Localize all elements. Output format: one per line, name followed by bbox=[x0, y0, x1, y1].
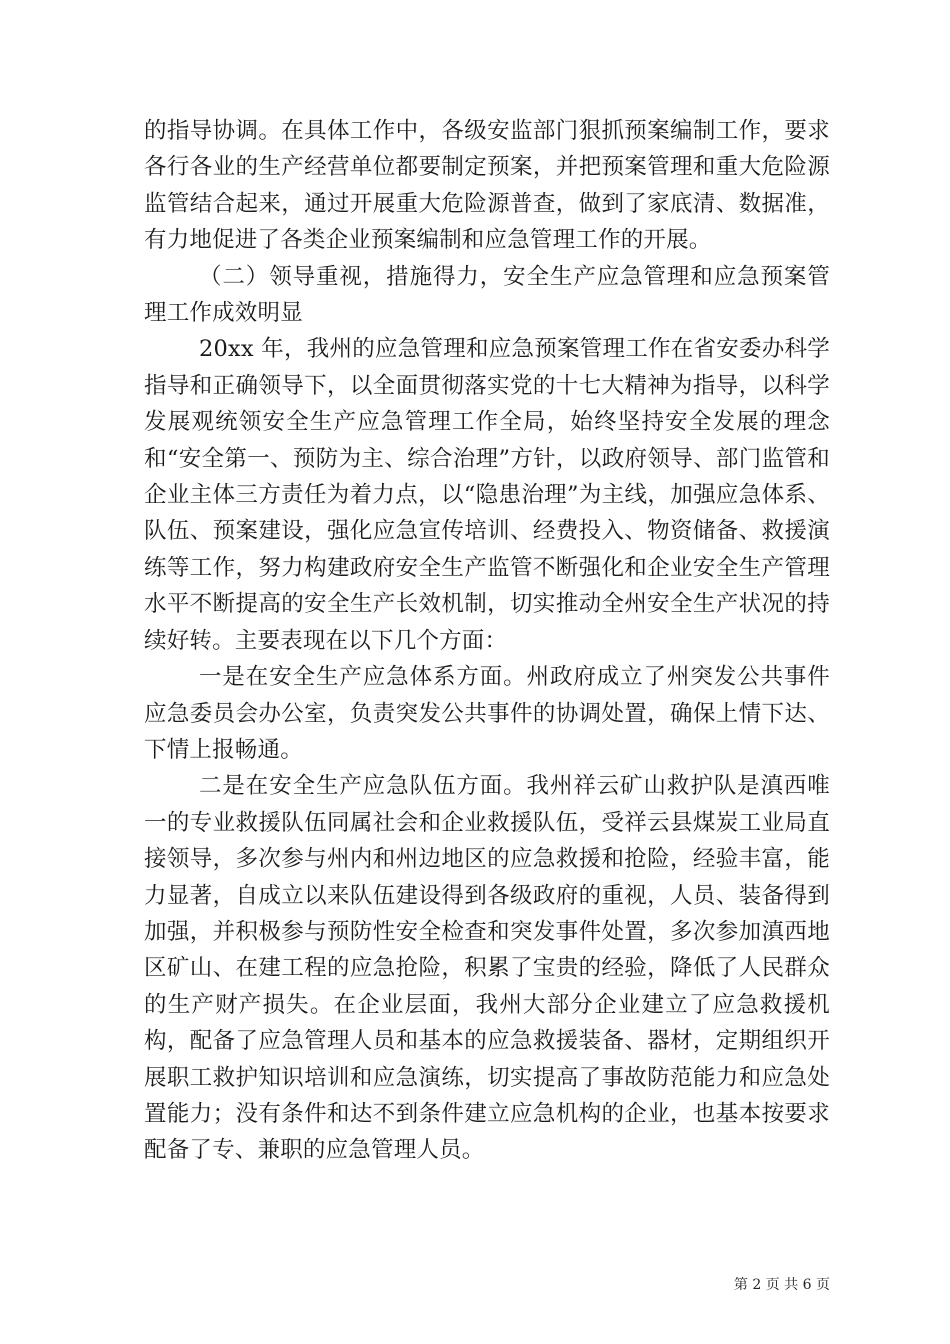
page-number: 第 2 页 共 6 页 bbox=[733, 1277, 830, 1293]
paragraph-continuation: 的指导协调。在具体工作中，各级安监部门狠抓预案编制工作，要求各行各业的生产经营单位都要制定预案，并把预案管理和重大危险源监管结合起来，通过开展重大危险源普查，做到了家底清、数据准，有力地促进了各类企业预案编制和应急管理工作的开展。 bbox=[144, 118, 830, 254]
paragraph-overview: 20xx 年，我州的应急管理和应急预案管理工作在省安委办科学指导和正确领导下，以全面贯彻落实党的十七大精神为指导，以科学发展观统领安全生产应急管理工作全局，始终坚持安全发展的理念和“安全第一、预防为主、综合治理”方针，以政府领导、部门监管和企业主体三方责任为着力点，以“隐患治理”为主线，加强应急体系、队伍、预案建设，强化应急宣传培训、经费投入、物资储备、救援演练等工作，努力构建政府安全生产监管不断强化和企业安全生产管理水平不断提高的安全生产长效机制，切实推动全州安全生产状况的持续好转。主要表现在以下几个方面： bbox=[144, 336, 830, 654]
paragraph-emergency-system: 一是在安全生产应急体系方面。州政府成立了州突发公共事件应急委员会办公室，负责突发公共事件的协调处置，确保上情下达、下情上报畅通。 bbox=[144, 664, 830, 763]
section-heading: （二）领导重视，措施得力，安全生产应急管理和应急预案管理工作成效明显 bbox=[144, 263, 830, 327]
paragraph-emergency-team: 二是在安全生产应急队伍方面。我州祥云矿山救护队是滇西唯一的专业救援队伍同属社会和企业救援队伍，受祥云县煤炭工业局直接领导，多次参与州内和州边地区的应急救援和抢险，经验丰富，能力显著，自成立以来队伍建设得到各级政府的重视，人员、装备得到加强，并积极参与预防性安全检查和突发事件处置，多次参加滇西地区矿山、在建工程的应急抢险，积累了宝贵的经验，降低了人民群众的生产财产损失。在企业层面，我州大部分企业建立了应急救援机构，配备了应急管理人员和基本的应急救援装备、器材，定期组织开展职工救护知识培训和应急演练，切实提高了事故防范能力和应急处置能力；没有条件和达不到条件建立应急机构的企业，也基本按要求配备了专、兼职的应急管理人员。 bbox=[144, 773, 830, 1164]
document-body bbox=[144, 113, 830, 1169]
